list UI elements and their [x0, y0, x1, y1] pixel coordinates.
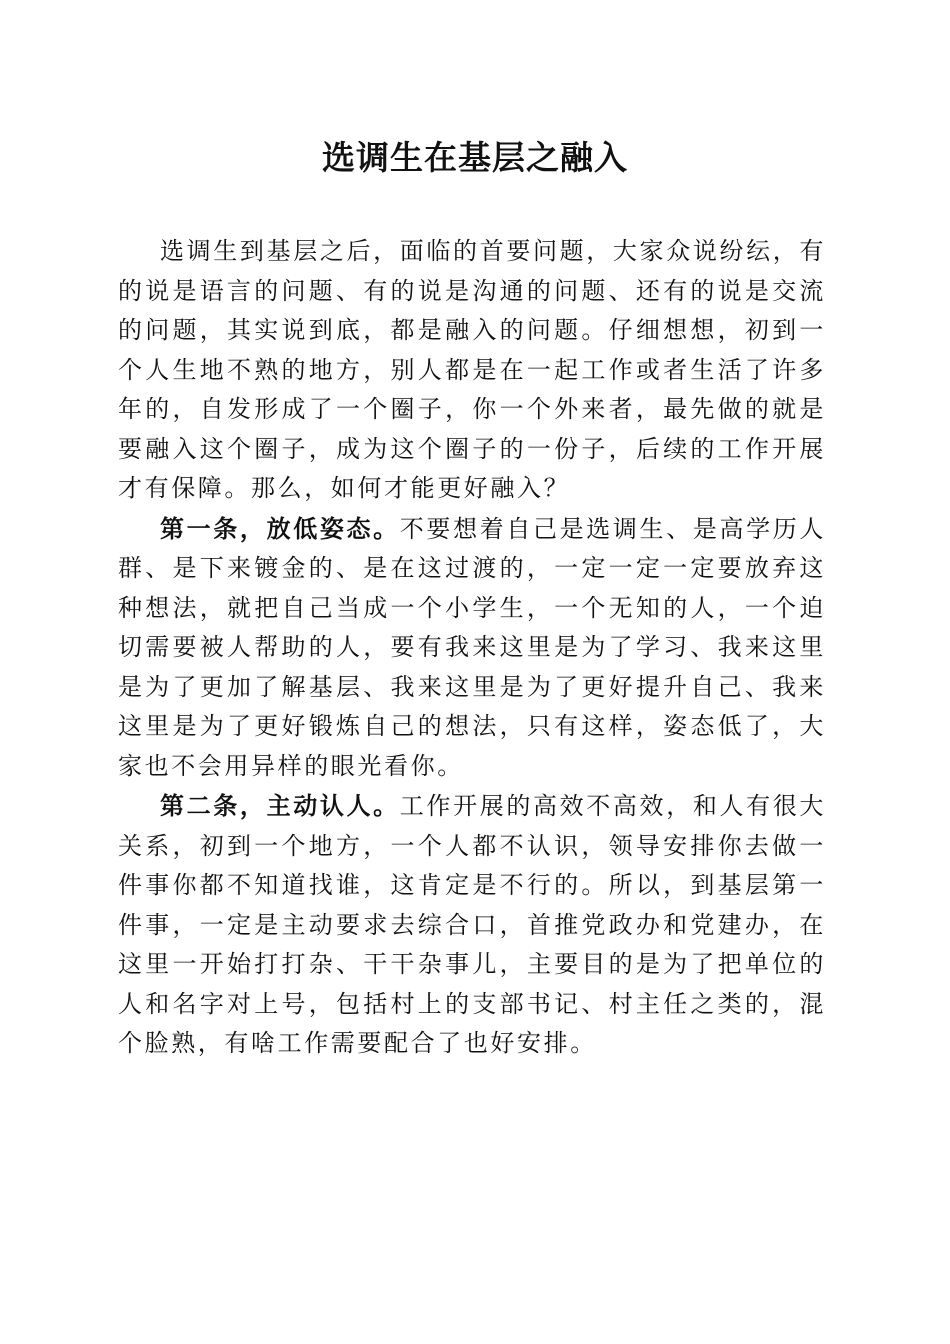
paragraph-rule-one-heading: 第一条，放低姿态。: [160, 513, 400, 543]
paragraph-intro-text: 选调生到基层之后，面临的首要问题，大家众说纷纭，有的说是语言的问题、有的说是沟通的问题、还有的说是交流的问题，其实说到底，都是融入的问题。仔细想想，初到一个人生地不熟的地方，别人都是在一起工作或者生活了许多年的，自发形成了一个圈子，你一个外来者，最先做的就是要融入这个圈子，成为这个圈子的一份子，后续的工作开展才有保障。那么，如何才能更好融入？: [118, 237, 826, 502]
paragraph-intro: [118, 232, 826, 509]
paragraph-rule-two: [118, 786, 826, 1064]
document-body: [118, 232, 826, 1064]
paragraph-rule-one-text: 不要想着自己是选调生、是高学历人群、是下来镀金的、是在这过渡的，一定一定一定要放弃这种想法，就把自己当成一个小学生，一个无知的人，一个迫切需要被人帮助的人，要有我来这里是为了学习、我来这里是为了更加了解基层、我来这里是为了更好提升自己、我来这里是为了更好锻炼自己的想法，只有这样，姿态低了，大家也不会用异样的眼光看你。: [118, 514, 826, 780]
document-title: 选调生在基层之融入: [322, 138, 628, 177]
paragraph-rule-one: [118, 509, 826, 787]
paragraph-rule-two-text: 工作开展的高效不高效，和人有很大关系，初到一个地方，一个人都不认识，领导安排你去做一件事你都不知道找谁，这肯定是不行的。所以，到基层第一件事，一定是主动要求去综合口，首推党政办和党建办，在这里一开始打打杂、干干杂事儿，主要目的是为了把单位的人和名字对上号，包括村上的支部书记、村主任之类的，混个脸熟，有啥工作需要配合了也好安排。: [118, 792, 826, 1057]
paragraph-rule-two-heading: 第二条，主动认人。: [160, 791, 400, 820]
